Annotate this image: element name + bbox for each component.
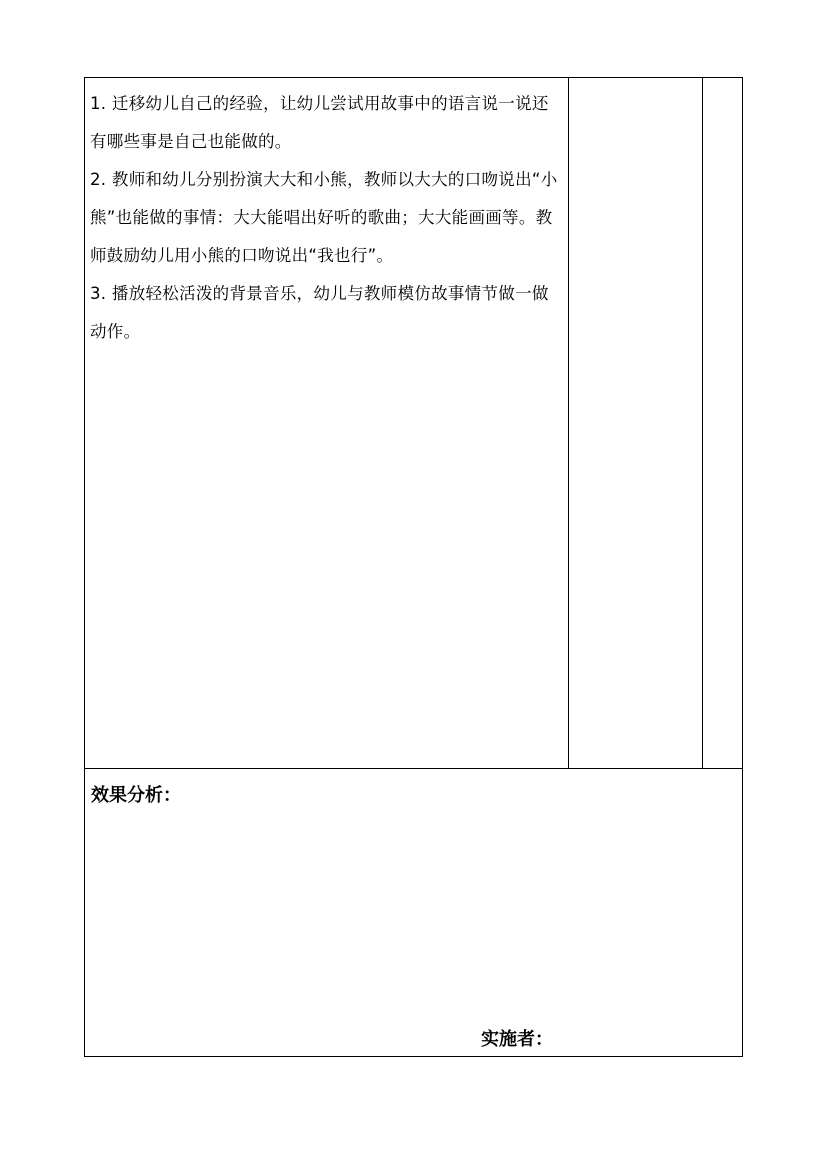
empty-cell-right[interactable] xyxy=(703,78,742,768)
implementer-label: 实施者： xyxy=(481,1029,553,1050)
empty-cell-middle[interactable] xyxy=(569,78,703,768)
process-step-2: 2. 教师和幼儿分别扮演大大和小熊，教师以大大的口吻说出“小熊”也能做的事情：大大能唱出好听的歌曲；大大能画画等。教师鼓励幼儿用小熊的口吻说出“我也行”。 xyxy=(90,170,558,265)
process-step-3: 3. 播放轻松活泼的背景音乐，幼儿与教师模仿故事情节做一做动作。 xyxy=(90,284,549,341)
effect-analysis-label: 效果分析： xyxy=(91,785,181,806)
process-step-1: 1. 迁移幼儿自己的经验，让幼儿尝试用故事中的语言说一说还有哪些事是自己也能做的。 xyxy=(90,94,549,151)
effect-analysis-row[interactable] xyxy=(85,768,742,1056)
process-content-cell[interactable] xyxy=(85,78,569,768)
lesson-plan-table xyxy=(84,77,743,1057)
process-row xyxy=(85,78,742,768)
